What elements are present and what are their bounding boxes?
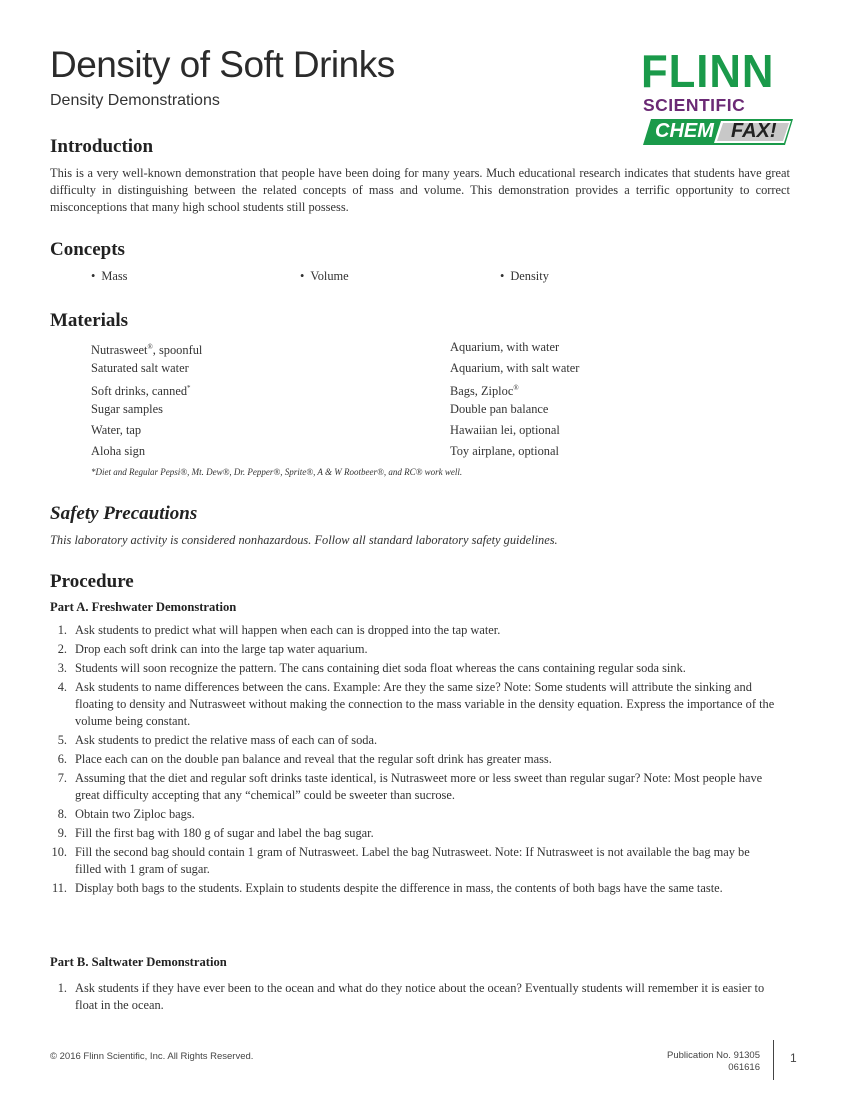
footer-divider (773, 1040, 774, 1080)
material-item: Nutrasweet®, spoonful (91, 343, 203, 358)
material-item: Aquarium, with water (450, 340, 560, 354)
part-b-heading: Part B. Saltwater Demonstration (50, 955, 227, 969)
logo-fax-text: FAX! (731, 120, 777, 142)
logo-flinn: FLINN (641, 45, 775, 97)
list-item: 2. Drop each soft drink can into the large tap water aquarium. (57, 642, 368, 656)
footer-code: 061616 (728, 1062, 760, 1073)
logo-chem-text: CHEM (655, 120, 714, 142)
concept-item: • Density (500, 268, 549, 285)
page-number: 1 (790, 1051, 797, 1065)
list-item: 8. Obtain two Ziploc bags. (57, 807, 195, 821)
concepts-heading: Concepts (50, 239, 125, 260)
material-item: Sugar samples (91, 402, 163, 416)
material-item: Aquarium, with salt water (450, 361, 580, 375)
list-item: 3. Students will soon recognize the pattern. The cans containing diet soda float whereas the cans containing regular soda sink. (57, 661, 686, 675)
material-item: Hawaiian lei, optional (450, 423, 560, 437)
material-item: Double pan balance (450, 402, 549, 416)
page-subtitle: Density Demonstrations (50, 92, 220, 109)
procedure-heading: Procedure (50, 571, 134, 592)
material-item: Saturated salt water (91, 361, 189, 375)
material-item: Aloha sign (91, 444, 146, 458)
introduction-text: This is a very well-known demonstration that people have been doing for many years. Much educational research indicates that students have great difficulty in distinguishing between the related concepts of mass and volume. This demonstration provides a terrific opportunity to correct misconceptions that many high school students still possess. (50, 166, 790, 214)
page-title: Density of Soft Drinks (50, 44, 395, 85)
part-a-heading: Part A. Freshwater Demonstration (50, 600, 237, 614)
footer-copyright: © 2016 Flinn Scientific, Inc. All Rights Reserved. (50, 1051, 254, 1062)
list-item: 1. Ask students if they have ever been to the ocean and what do they notice about the ocean? Eventually students will remember it is easier to float in the ocean. (57, 981, 765, 1012)
safety-text: This laboratory activity is considered nonhazardous. Follow all standard laboratory safety guidelines. (50, 533, 558, 547)
concept-item: • Volume (300, 268, 349, 285)
list-item: 1. Ask students to predict what will happen when each can is dropped into the tap water. (57, 623, 501, 637)
list-item: 7. Assuming that the diet and regular soft drinks taste identical, is Nutrasweet more or less sweet than regular sugar? Note: Most people have great difficulty accepting that any “chemical” could be sweeter than sucrose. (57, 771, 763, 802)
list-item: 4. Ask students to name differences between the cans. Example: Are they the same size? Note: Some students will attribute the sinking and floating to density and Nutrasweet without making the connection to the mass variable in the density equation. Express the importance of the volume being constant. (57, 680, 775, 728)
part-b-steps (50, 980, 775, 1016)
introduction-heading: Introduction (50, 136, 154, 157)
concept-item: • Mass (91, 268, 128, 285)
logo-chemfax-badge (643, 117, 798, 147)
material-item: Water, tap (91, 423, 142, 437)
material-item: Soft drinks, canned* (91, 384, 191, 399)
materials-heading: Materials (50, 310, 129, 331)
footer-publication: Publication No. 91305 (667, 1050, 760, 1061)
materials-footnote: *Diet and Regular Pepsi®, Mt. Dew®, Dr. Pepper®, Sprite®, A & W Rootbeer®, and RC® work well. (91, 467, 463, 477)
list-item: 5. Ask students to predict the relative mass of each can of soda. (57, 733, 378, 747)
material-item: Toy airplane, optional (450, 444, 559, 458)
list-item: 11. Display both bags to the students. Explain to students despite the difference in mass, the contents of both bags have the same taste. (51, 881, 723, 895)
safety-heading: Safety Precautions (50, 503, 198, 524)
list-item: 10. Fill the second bag should contain 1 gram of Nutrasweet. Label the bag Nutrasweet. Note: If Nutrasweet is not available the bag may be filled with 1 gram of sugar. (51, 845, 750, 876)
material-item: Bags, Ziploc® (450, 384, 519, 399)
logo-scientific: SCIENTIFIC (643, 95, 746, 115)
list-item: 9. Fill the first bag with 180 g of sugar and label the bag sugar. (57, 826, 374, 840)
list-item: 6. Place each can on the double pan balance and reveal that the regular soft drink has greater mass. (57, 752, 552, 766)
part-a-steps (50, 622, 775, 899)
